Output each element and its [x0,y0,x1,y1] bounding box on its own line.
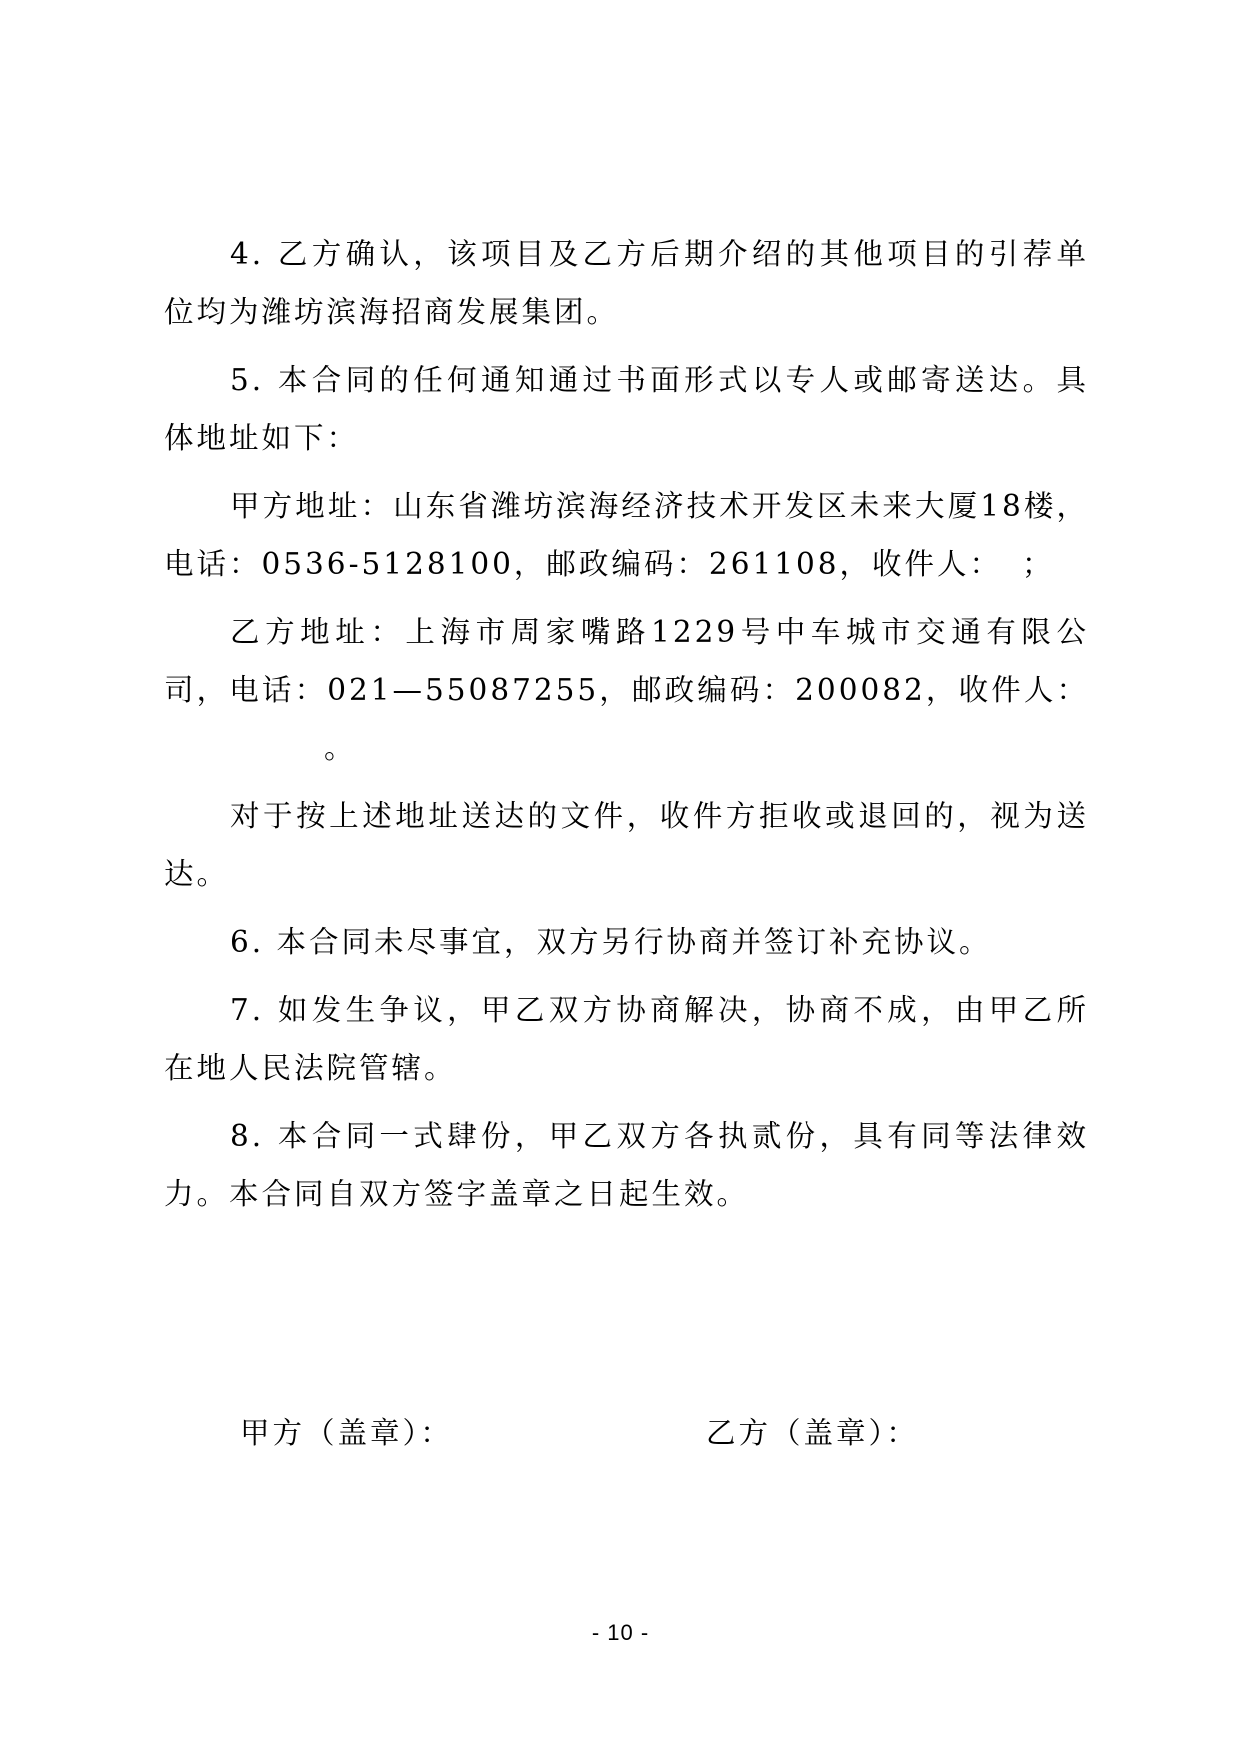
party-a-address [164,477,1089,593]
clause-4: 4. 乙方确认，该项目及乙方后期介绍的其他项目的引荐单位均为潍坊滨海招商发展集团。 [164,237,1089,329]
clause-5: 5. 本合同的任何通知通过书面形式以专人或邮寄送达。具体地址如下： [164,363,1089,455]
clause-7: 7. 如发生争议，甲乙双方协商解决，协商不成，由甲乙所在地人民法院管辖。 [164,993,1089,1085]
clause-6: 6. 本合同未尽事宜，双方另行协商并签订补充协议。 [230,925,992,959]
party-a-seal-label: 甲方（盖章）： [240,1416,453,1450]
page-number: - 10 - [591,1620,650,1645]
party-b-seal-label: 乙方（盖章）： [706,1416,919,1450]
clause-8: 8. 本合同一式肆份，甲乙双方各执贰份，具有同等法律效力。本合同自双方签字盖章之日起生效。 [164,1119,1089,1211]
party-a-address-text: 甲方地址：山东省潍坊滨海经济技术开发区未来大厦18楼，电话：0536-5128100，邮政编码：261108，收件人： [164,489,1089,581]
party-b-address [164,603,1089,777]
party-b-address-text: 乙方地址：上海市周家嘴路1229号中车城市交通有限公司，电话：021—55087255，邮政编码：200082，收件人： [164,615,1089,707]
party-b-address-end: 。 [324,731,357,765]
contract-body [164,225,1089,1233]
party-a-address-end: ； [1022,547,1055,581]
delivery-clause: 对于按上述地址送达的文件，收件方拒收或退回的，视为送达。 [164,799,1089,891]
